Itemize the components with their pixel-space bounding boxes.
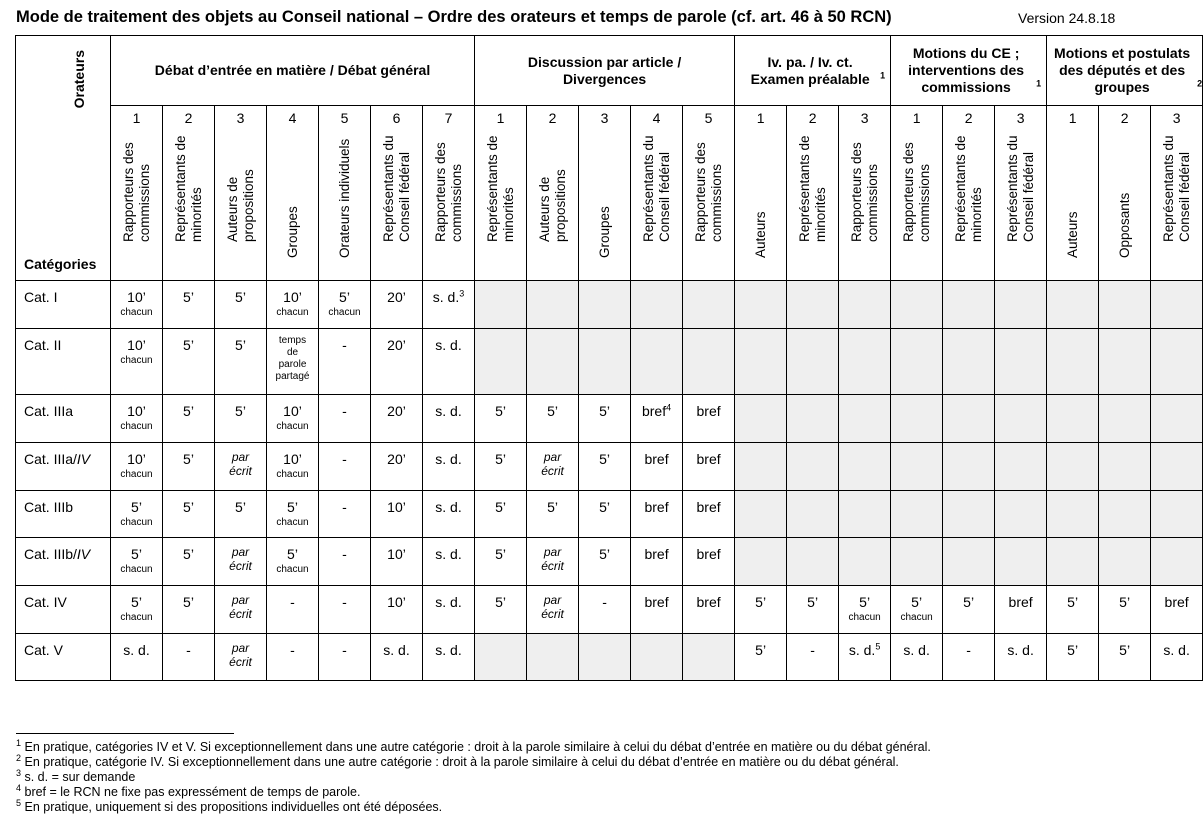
time-cell: 5’	[163, 281, 215, 329]
category-label: Cat. IIIb	[16, 491, 111, 538]
category-label: Cat. IIIa/IV	[16, 443, 111, 491]
empty-cell	[1047, 395, 1099, 443]
time-cell: -	[787, 634, 839, 681]
time-cell: -	[579, 586, 631, 634]
time-cell: 20’	[371, 329, 423, 395]
time-cell: 5’	[163, 443, 215, 491]
time-cell: 5’ chacun	[267, 491, 319, 538]
empty-cell	[579, 329, 631, 395]
footnote-divider	[16, 733, 234, 734]
time-cell: s. d.	[423, 491, 475, 538]
column-header	[683, 106, 735, 281]
time-cell: 10’ chacun	[267, 281, 319, 329]
empty-cell	[735, 281, 787, 329]
empty-cell	[943, 281, 995, 329]
column-label: Représentants de minorités	[796, 135, 828, 242]
table-row	[16, 443, 1203, 491]
empty-cell	[839, 329, 891, 395]
time-cell: 5’	[1099, 586, 1151, 634]
column-header	[787, 106, 839, 281]
time-cell: bref	[995, 586, 1047, 634]
column-number: 2	[1120, 110, 1129, 126]
column-label: Représentants de minorités	[484, 135, 516, 242]
empty-cell	[735, 491, 787, 538]
empty-cell	[787, 329, 839, 395]
time-cell: bref	[683, 395, 735, 443]
empty-cell	[1151, 443, 1203, 491]
time-cell: -	[943, 634, 995, 681]
empty-cell	[1151, 491, 1203, 538]
time-cell: 5’	[579, 538, 631, 586]
column-number: 3	[1016, 110, 1025, 126]
column-number: 5	[704, 110, 713, 126]
time-cell: bref	[683, 538, 735, 586]
time-cell: 5’ chacun	[111, 586, 163, 634]
category-label: Cat. V	[16, 634, 111, 681]
time-cell: 20’	[371, 395, 423, 443]
time-cell: 5’	[943, 586, 995, 634]
time-cell: -	[267, 586, 319, 634]
column-label: Rapporteurs des commissions	[900, 142, 932, 242]
time-cell: 5’	[163, 329, 215, 395]
group-initiatives: Iv. pa. / Iv. ct. Examen préalable $^1$	[735, 36, 891, 106]
time-cell: 5’	[579, 395, 631, 443]
empty-cell	[683, 329, 735, 395]
time-cell: 10’ chacun	[267, 443, 319, 491]
empty-cell	[787, 281, 839, 329]
empty-cell	[839, 443, 891, 491]
page-title: Mode de traitement des objets au Conseil national – Ordre des orateurs et temps de parole (cf. art. 46 à 50 RCN)	[16, 8, 892, 26]
column-number: 1	[1068, 110, 1077, 126]
time-cell: s. d.	[423, 634, 475, 681]
empty-cell	[891, 538, 943, 586]
column-number: 4	[652, 110, 661, 126]
time-cell: 5’	[215, 281, 267, 329]
column-header	[735, 106, 787, 281]
time-cell: 5’	[1099, 634, 1151, 681]
column-header	[319, 106, 371, 281]
column-label: Représentants de minorités	[952, 135, 984, 242]
time-cell: par écrit	[527, 538, 579, 586]
empty-cell	[1099, 281, 1151, 329]
empty-cell	[943, 329, 995, 395]
empty-cell	[943, 491, 995, 538]
time-cell: 5’ chacun	[111, 538, 163, 586]
column-header	[943, 106, 995, 281]
empty-cell	[1047, 329, 1099, 395]
group-motions-deputes: Motions et postulats des députés et des groupes $^2$	[1047, 36, 1203, 106]
corner-header	[16, 36, 111, 281]
table-row	[16, 634, 1203, 681]
column-label: Représentants du Conseil fédéral	[380, 135, 412, 242]
empty-cell	[579, 281, 631, 329]
time-cell: 5’	[527, 395, 579, 443]
column-number: 2	[184, 110, 193, 126]
empty-cell	[1099, 329, 1151, 395]
empty-cell	[995, 395, 1047, 443]
category-label: Cat. I	[16, 281, 111, 329]
time-cell: 10’	[371, 586, 423, 634]
empty-cell	[891, 443, 943, 491]
table-row	[16, 491, 1203, 538]
empty-cell	[475, 634, 527, 681]
column-number: 1	[756, 110, 765, 126]
column-number: 1	[496, 110, 505, 126]
time-cell: temps de parole partagé	[267, 329, 319, 395]
time-cell: 5’	[579, 491, 631, 538]
column-header	[1099, 106, 1151, 281]
column-label: Rapporteurs des commissions	[848, 142, 880, 242]
empty-cell	[527, 634, 579, 681]
group-discussion-article: Discussion par article / Divergences	[475, 36, 735, 106]
column-label: Représentants du Conseil fédéral	[1004, 135, 1036, 242]
column-number: 2	[964, 110, 973, 126]
column-header	[111, 106, 163, 281]
time-cell: 5’	[475, 443, 527, 491]
time-cell: 5’	[787, 586, 839, 634]
time-cell: 5’	[163, 395, 215, 443]
time-cell: -	[319, 586, 371, 634]
time-cell: -	[319, 634, 371, 681]
empty-cell	[839, 281, 891, 329]
time-cell: 5’	[527, 491, 579, 538]
time-cell: s. d.	[371, 634, 423, 681]
time-cell: par écrit	[215, 586, 267, 634]
time-cell: s. d.	[891, 634, 943, 681]
column-header	[423, 106, 475, 281]
empty-cell	[839, 538, 891, 586]
empty-cell	[735, 329, 787, 395]
time-cell: 5’	[735, 634, 787, 681]
column-header	[527, 106, 579, 281]
speaking-time-table	[15, 35, 1203, 681]
column-number: 2	[808, 110, 817, 126]
column-label: Rapporteurs des commissions	[692, 142, 724, 242]
category-label: Cat. IIIb/IV	[16, 538, 111, 586]
time-cell: 5’	[475, 395, 527, 443]
footnote: $^4$ bref = le RCN ne fixe pas expressément de temps de parole.	[16, 782, 361, 799]
column-header	[267, 106, 319, 281]
footnote: $^2$ En pratique, catégorie IV. Si exceptionnellement dans une autre catégorie : droit à la parole similaire à celui du débat d’entrée en matière ou du débat général.	[16, 752, 899, 769]
column-number: 2	[548, 110, 557, 126]
group-motions-ce: Motions du CE ; interventions des commissions $^1$	[891, 36, 1047, 106]
column-header	[1151, 106, 1203, 281]
table-row	[16, 329, 1203, 395]
time-cell: 20’	[371, 281, 423, 329]
column-label: Auteurs de propositions	[536, 169, 568, 242]
empty-cell	[943, 538, 995, 586]
empty-cell	[787, 491, 839, 538]
time-cell: 10’	[371, 491, 423, 538]
time-cell: 5’	[579, 443, 631, 491]
time-cell: 20’	[371, 443, 423, 491]
time-cell: 5’ chacun	[839, 586, 891, 634]
empty-cell	[735, 443, 787, 491]
empty-cell	[1151, 395, 1203, 443]
time-cell: bref	[1151, 586, 1203, 634]
category-label: Cat. II	[16, 329, 111, 395]
column-number: 5	[340, 110, 349, 126]
time-cell: par écrit	[527, 586, 579, 634]
time-cell: s. d.	[995, 634, 1047, 681]
empty-cell	[995, 491, 1047, 538]
time-cell: 5’	[735, 586, 787, 634]
time-cell: s. d.	[1151, 634, 1203, 681]
empty-cell	[1047, 538, 1099, 586]
empty-cell	[891, 281, 943, 329]
time-cell: 5’	[163, 491, 215, 538]
empty-cell	[943, 443, 995, 491]
time-cell: 5’	[1047, 586, 1099, 634]
empty-cell	[527, 329, 579, 395]
empty-cell	[1151, 329, 1203, 395]
footnote: $^3$ s. d. = sur demande	[16, 767, 136, 784]
time-cell: 10’ chacun	[111, 395, 163, 443]
column-number: 3	[600, 110, 609, 126]
time-cell: s. d.	[423, 395, 475, 443]
column-label: Représentants du Conseil fédéral	[640, 135, 672, 242]
time-cell: bref	[683, 491, 735, 538]
time-cell: -	[319, 329, 371, 395]
time-cell: -	[319, 395, 371, 443]
column-label: Auteurs	[752, 211, 768, 258]
empty-cell	[995, 538, 1047, 586]
time-cell: par écrit	[215, 443, 267, 491]
column-header	[891, 106, 943, 281]
column-label: Rapporteurs des commissions	[120, 142, 152, 242]
time-cell: 5’ chacun	[111, 491, 163, 538]
footnote: $^5$ En pratique, uniquement si des propositions individuelles ont été déposées.	[16, 797, 443, 814]
time-cell: s. d.	[423, 329, 475, 395]
time-cell: s. d.	[111, 634, 163, 681]
empty-cell	[683, 281, 735, 329]
time-cell: bref	[683, 586, 735, 634]
category-label: Cat. IV	[16, 586, 111, 634]
category-label: Cat. IIIa	[16, 395, 111, 443]
column-label: Groupes	[284, 206, 300, 258]
time-cell: 5’	[1047, 634, 1099, 681]
time-cell: 5’ chacun	[267, 538, 319, 586]
column-number: 3	[1172, 110, 1181, 126]
table-row	[16, 395, 1203, 443]
empty-cell	[1099, 395, 1151, 443]
empty-cell	[787, 538, 839, 586]
time-cell: 5’	[475, 586, 527, 634]
group-debat-entree: Débat d’entrée en matière / Débat général	[111, 36, 475, 106]
column-number: 3	[236, 110, 245, 126]
empty-cell	[787, 443, 839, 491]
column-label: Auteurs	[1064, 211, 1080, 258]
time-cell: -	[163, 634, 215, 681]
time-cell: par écrit	[215, 538, 267, 586]
empty-cell	[683, 634, 735, 681]
empty-cell	[1151, 538, 1203, 586]
time-cell: bref	[631, 538, 683, 586]
column-number: 4	[288, 110, 297, 126]
time-cell: par écrit	[527, 443, 579, 491]
empty-cell	[631, 329, 683, 395]
time-cell: -	[319, 538, 371, 586]
empty-cell	[1099, 443, 1151, 491]
empty-cell	[735, 538, 787, 586]
empty-cell	[839, 491, 891, 538]
time-cell: s. d.$^3$	[423, 281, 475, 329]
empty-cell	[475, 329, 527, 395]
time-cell: 10’ chacun	[111, 329, 163, 395]
empty-cell	[631, 281, 683, 329]
time-cell: 5’ chacun	[891, 586, 943, 634]
column-label: Groupes	[596, 206, 612, 258]
empty-cell	[891, 491, 943, 538]
table-row	[16, 281, 1203, 329]
empty-cell	[1099, 491, 1151, 538]
table-row	[16, 538, 1203, 586]
column-header	[839, 106, 891, 281]
time-cell: par écrit	[215, 634, 267, 681]
orateurs-label: Orateurs	[71, 50, 87, 109]
column-header	[163, 106, 215, 281]
empty-cell	[995, 443, 1047, 491]
column-label: Opposants	[1116, 192, 1132, 258]
time-cell: -	[319, 491, 371, 538]
time-cell: s. d.	[423, 586, 475, 634]
column-header	[215, 106, 267, 281]
time-cell: -	[267, 634, 319, 681]
column-header	[475, 106, 527, 281]
time-cell: 5’	[163, 586, 215, 634]
table-row	[16, 586, 1203, 634]
empty-cell	[1099, 538, 1151, 586]
time-cell: 10’ chacun	[111, 443, 163, 491]
empty-cell	[891, 395, 943, 443]
categories-label: Catégories	[24, 256, 97, 272]
column-label: Représentants de minorités	[172, 135, 204, 242]
empty-cell	[1151, 281, 1203, 329]
column-label: Auteurs de propositions	[224, 169, 256, 242]
empty-cell	[579, 634, 631, 681]
empty-cell	[735, 395, 787, 443]
column-header	[579, 106, 631, 281]
empty-cell	[995, 329, 1047, 395]
column-number: 1	[132, 110, 141, 126]
column-number: 1	[912, 110, 921, 126]
time-cell: 5’	[215, 491, 267, 538]
column-header	[631, 106, 683, 281]
time-cell: bref	[631, 491, 683, 538]
column-header	[371, 106, 423, 281]
time-cell: 5’	[475, 538, 527, 586]
time-cell: 5’	[215, 329, 267, 395]
column-number: 6	[392, 110, 401, 126]
empty-cell	[943, 395, 995, 443]
time-cell: 5’	[475, 491, 527, 538]
empty-cell	[995, 281, 1047, 329]
time-cell: s. d.	[423, 443, 475, 491]
empty-cell	[1047, 443, 1099, 491]
time-cell: 10’ chacun	[111, 281, 163, 329]
empty-cell	[891, 329, 943, 395]
time-cell: 10’	[371, 538, 423, 586]
time-cell: s. d.	[423, 538, 475, 586]
empty-cell	[787, 395, 839, 443]
time-cell: -	[319, 443, 371, 491]
footnotes	[16, 737, 931, 815]
column-header	[995, 106, 1047, 281]
empty-cell	[839, 395, 891, 443]
column-number: 3	[860, 110, 869, 126]
column-header	[1047, 106, 1099, 281]
empty-cell	[475, 281, 527, 329]
time-cell: bref$^4$	[631, 395, 683, 443]
time-cell: bref	[631, 586, 683, 634]
time-cell: bref	[631, 443, 683, 491]
time-cell: s. d.$^5$	[839, 634, 891, 681]
column-label: Représentants du Conseil fédéral	[1160, 135, 1192, 242]
time-cell: 5’	[215, 395, 267, 443]
column-label: Orateurs individuels	[336, 138, 352, 258]
version-label: Version 24.8.18	[1018, 10, 1116, 26]
empty-cell	[527, 281, 579, 329]
empty-cell	[1047, 281, 1099, 329]
empty-cell	[631, 634, 683, 681]
time-cell: bref	[683, 443, 735, 491]
footnote: $^1$ En pratique, catégories IV et V. Si exceptionnellement dans une autre catégorie : droit à la parole similaire à celui du débat d’entrée en matière ou du débat général.	[16, 737, 931, 754]
column-number: 7	[444, 110, 453, 126]
column-label: Rapporteurs des commissions	[432, 142, 464, 242]
empty-cell	[1047, 491, 1099, 538]
time-cell: 5’ chacun	[319, 281, 371, 329]
time-cell: 5’	[163, 538, 215, 586]
time-cell: 10’ chacun	[267, 395, 319, 443]
